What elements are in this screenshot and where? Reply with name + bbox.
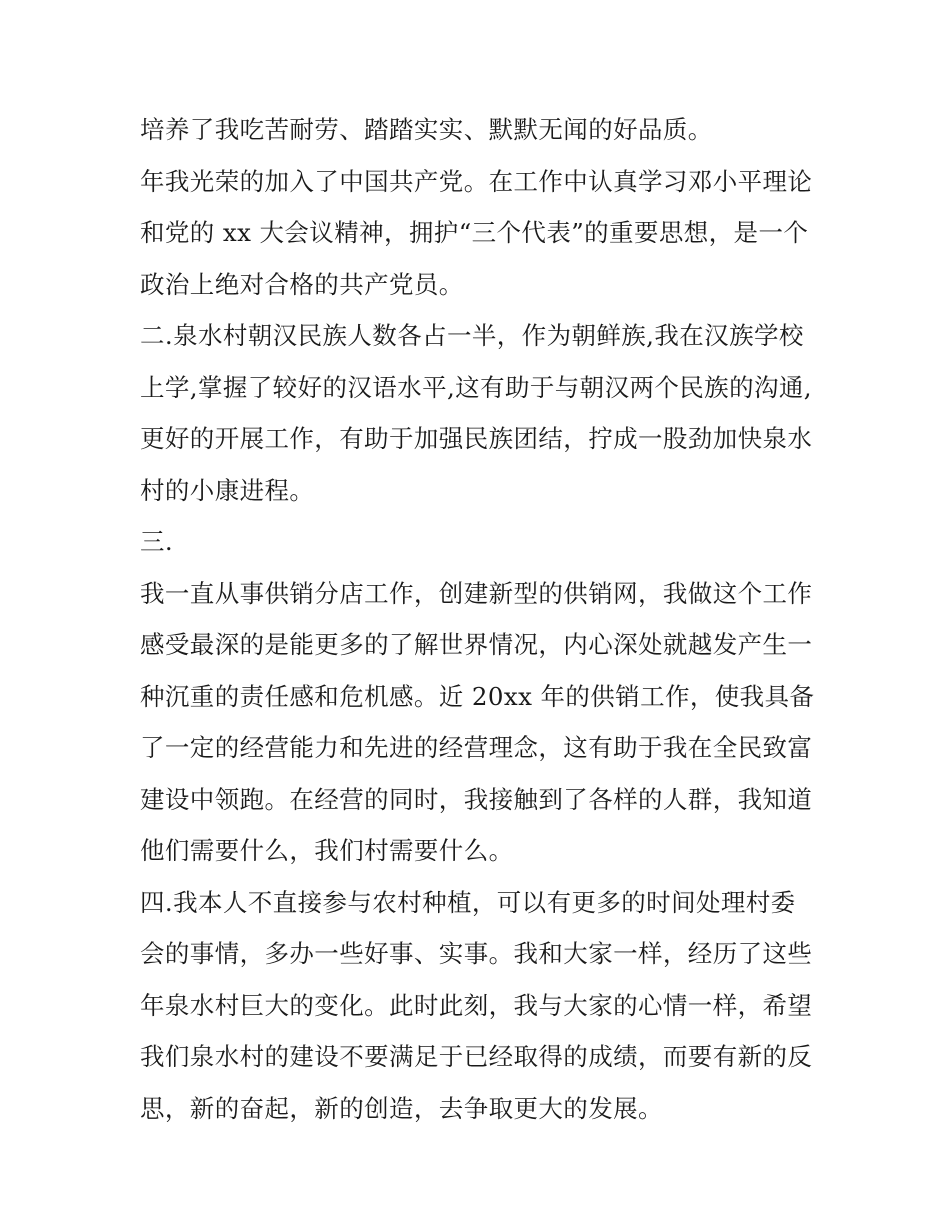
text-line: 三. <box>140 527 174 556</box>
text-line: 村的小康进程。 <box>140 475 315 505</box>
text-line: 年泉水村巨大的变化。此时此刻，我与大家的心情一样，希望 <box>140 990 813 1020</box>
text-line: 和党的 xx 大会议精神，拥护“三个代表”的重要思想，是一个 <box>140 218 809 247</box>
text-line: 思，新的奋起，新的创造，去争取更大的发展。 <box>140 1093 663 1123</box>
text-line: 他们需要什么，我们村需要什么。 <box>140 836 514 865</box>
text-line: 我们泉水村的建设不要满足于已经取得的成绩，而要有新的反 <box>140 1042 813 1071</box>
text-line: 建设中领跑。在经营的同时，我接触到了各样的人群，我知道 <box>140 784 813 814</box>
text-line: 更好的开展工作，有助于加强民族团结，拧成一股劲加快泉水 <box>140 424 813 453</box>
text-line: 种沉重的责任感和危机感。近 20xx 年的供销工作，使我具备 <box>140 681 815 711</box>
text-line: 我一直从事供销分店工作，创建新型的供销网，我做这个工作 <box>140 578 813 608</box>
text-line: 感受最深的是能更多的了解世界情况，内心深处就越发产生一 <box>140 630 813 659</box>
text-line: 政治上绝对合格的共产党员。 <box>140 269 464 299</box>
text-line: 年我光荣的加入了中国共产党。在工作中认真学习邓小平理论 <box>140 166 813 196</box>
document-body <box>140 104 830 1134</box>
text-line: 四.我本人不直接参与农村种植，可以有更多的时间处理村委 <box>140 887 796 917</box>
text-line: 了一定的经营能力和先进的经营理念，这有助于我在全民致富 <box>140 733 813 762</box>
text-line: 上学,掌握了较好的汉语水平,这有助于与朝汉两个民族的沟通, <box>140 372 812 402</box>
text-line: 二.泉水村朝汉民族人数各占一半，作为朝鲜族,我在汉族学校 <box>140 321 804 350</box>
text-line: 培养了我吃苦耐劳、踏踏实实、默默无闻的好品质。 <box>140 115 713 144</box>
text-line: 会的事情，多办一些好事、实事。我和大家一样，经历了这些 <box>140 939 813 968</box>
